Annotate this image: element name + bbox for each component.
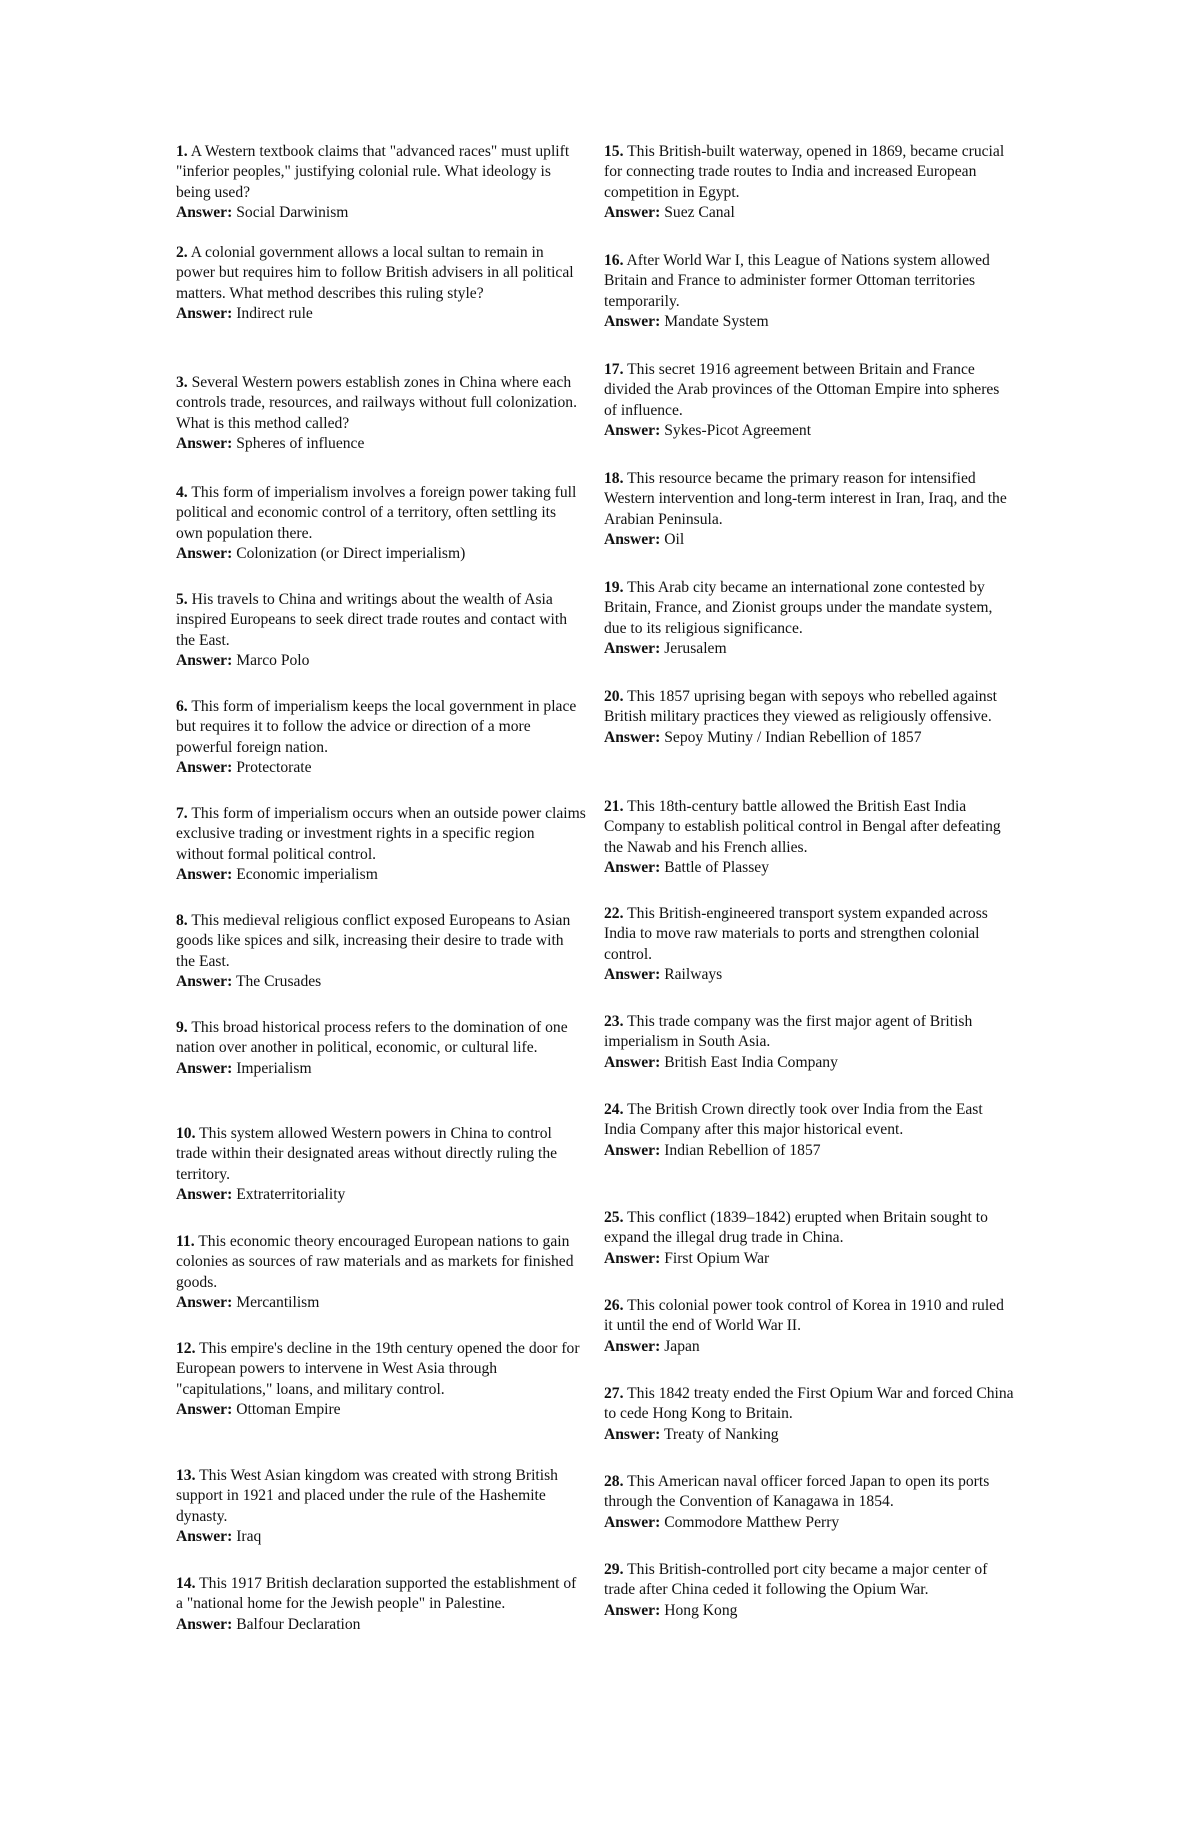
question-number: 12. [176,1340,196,1357]
question-number: 14. [176,1575,196,1592]
question-number: 9. [176,1019,188,1036]
question-text: This Arab city became an international zone contested by Britain, France, and Zionist groups under the mandate system, due to its religious significance. [604,579,993,637]
answer-text: Mercantilism [236,1294,320,1312]
question-item [176,243,586,325]
answer-text: Protectorate [236,759,312,777]
answer-line [604,728,1014,748]
question-item [604,578,1014,660]
question-item [604,1296,1014,1357]
question-text: This secret 1916 agreement between Britain and France divided the Arab provinces of the Ottoman Empire into spheres of influence. [604,361,1000,419]
question-text: This form of imperialism occurs when an outside power claims exclusive trading or investment rights in a specific region without formal political control. [176,805,586,863]
question-text: This 1917 British declaration supported the establishment of a "national home for the Jewish people" in Palestine. [176,1575,577,1613]
answer-label: Answer: [604,1513,661,1531]
question-item [176,483,586,565]
question-item [176,697,586,779]
question-text: This 1857 uprising began with sepoys who rebelled against British military practices they viewed as religiously offensive. [604,688,997,726]
answer-line [604,530,1014,550]
answer-line [176,1059,586,1079]
question-text: This empire's decline in the 19th century opened the door for European powers to intervene in West Asia through "capitulations," loans, and military control. [176,1340,580,1398]
question-item [604,1384,1014,1445]
answer-line [176,1527,586,1547]
answer-line [176,434,586,454]
question-text: This trade company was the first major agent of British imperialism in South Asia. [604,1013,973,1051]
question-number: 16. [604,252,624,269]
question-item [176,1124,586,1206]
answer-text: Spheres of influence [236,435,365,453]
answer-line [604,1141,1014,1161]
answer-text: British East India Company [664,1053,838,1071]
answer-line [176,304,586,324]
answer-line [176,1400,586,1420]
question-number: 13. [176,1467,196,1484]
question-number: 4. [176,484,188,501]
answer-line [176,544,586,564]
answer-label: Answer: [176,652,233,670]
question-item [176,1574,586,1635]
question-number: 21. [604,798,624,815]
question-text: This British-controlled port city became a major center of trade after China ceded it following the Opium War. [604,1561,988,1599]
answer-label: Answer: [604,1601,661,1619]
answer-label: Answer: [176,1615,233,1633]
answer-line [176,1615,586,1635]
answer-label: Answer: [176,545,233,563]
question-item [176,911,586,993]
question-item [176,1232,586,1314]
answer-line [604,1249,1014,1269]
answer-text: Indian Rebellion of 1857 [664,1141,821,1159]
question-text: This West Asian kingdom was created with strong British support in 1921 and placed under the rule of the Hashemite dynasty. [176,1467,558,1525]
answer-text: The Crusades [235,973,322,991]
question-item [176,373,586,455]
answer-line [176,972,586,992]
question-number: 26. [604,1297,624,1314]
question-text: His travels to China and writings about the wealth of Asia inspired Europeans to seek direct trade routes and contact with the East. [176,591,568,649]
question-item [604,142,1014,224]
answer-text: Suez Canal [664,204,735,222]
answer-label: Answer: [604,204,661,222]
answer-text: Colonization (or Direct imperialism) [236,545,466,563]
question-item [604,904,1014,986]
question-item [176,1466,586,1548]
answer-text: Economic imperialism [236,866,378,884]
answer-label: Answer: [604,1249,661,1267]
question-number: 15. [604,143,624,160]
question-text: This medieval religious conflict exposed Europeans to Asian goods like spices and silk, increasing their desire to trade with the East. [176,912,571,970]
answer-text: Social Darwinism [236,204,349,222]
question-item [176,590,586,672]
question-item [604,469,1014,551]
answer-label: Answer: [604,1337,661,1355]
question-text: This economic theory encouraged European nations to gain colonies as sources of raw materials and as markets for finished goods. [176,1233,574,1291]
answer-text: Ottoman Empire [236,1401,341,1419]
question-text: This form of imperialism keeps the local government in place but requires it to follow the advice or direction of a more powerful foreign nation. [176,698,577,756]
question-number: 28. [604,1473,624,1490]
answer-line [604,965,1014,985]
question-text: Several Western powers establish zones in China where each controls trade, resources, and railways without full colonization. What is this method called? [176,374,577,432]
answer-label: Answer: [604,1425,661,1443]
answer-label: Answer: [176,1186,233,1204]
answer-text: Sepoy Mutiny / Indian Rebellion of 1857 [664,728,922,746]
question-item [604,797,1014,879]
question-text: This 1842 treaty ended the First Opium War and forced China to cede Hong Kong to Britain. [604,1385,1014,1423]
question-text: This form of imperialism involves a foreign power taking full political and economic control of a territory, often settling its own population there. [176,484,577,542]
question-item [604,251,1014,333]
question-number: 7. [176,805,188,822]
answer-label: Answer: [176,1528,233,1546]
answer-label: Answer: [176,866,233,884]
question-number: 8. [176,912,188,929]
question-number: 23. [604,1013,624,1030]
answer-text: Imperialism [236,1059,312,1077]
question-text: This colonial power took control of Korea in 1910 and ruled it until the end of World War II. [604,1297,1004,1335]
answer-label: Answer: [604,531,661,549]
answer-label: Answer: [604,640,661,658]
answer-label: Answer: [176,1059,233,1077]
answer-text: Railways [664,966,723,984]
question-item [176,1339,586,1421]
answer-text: Iraq [236,1528,262,1546]
question-item [604,1208,1014,1269]
question-number: 2. [176,244,188,261]
question-text: A Western textbook claims that "advanced races" must uplift "inferior peoples," justifying colonial rule. What ideology is being used? [176,143,570,201]
answer-line [176,758,586,778]
answer-label: Answer: [176,973,233,991]
question-number: 10. [176,1125,196,1142]
question-item [176,804,586,886]
answer-text: Battle of Plassey [664,859,770,877]
answer-text: Marco Polo [236,652,310,670]
question-number: 5. [176,591,188,608]
answer-text: Sykes-Picot Agreement [664,422,812,440]
question-text: After World War I, this League of Nations system allowed Britain and France to administer former Ottoman territories temporarily. [604,252,990,310]
answer-line [604,421,1014,441]
answer-text: Mandate System [664,313,769,331]
answer-line [604,1425,1014,1445]
answer-line [604,639,1014,659]
question-number: 18. [604,470,624,487]
question-item [604,360,1014,442]
question-text: This British-built waterway, opened in 1869, became crucial for connecting trade routes to India and increased European competition in Egypt. [604,143,1005,201]
question-number: 20. [604,688,624,705]
answer-line [604,1601,1014,1621]
question-item [604,1100,1014,1161]
question-text: This conflict (1839–1842) erupted when Britain sought to expand the illegal drug trade in China. [604,1209,988,1247]
answer-text: Balfour Declaration [236,1615,361,1633]
answer-text: Commodore Matthew Perry [664,1513,840,1531]
answer-label: Answer: [176,305,233,323]
question-number: 27. [604,1385,624,1402]
question-text: This 18th-century battle allowed the British East India Company to establish political control in Bengal after defeating the Nawab and his French allies. [604,798,1001,856]
answer-label: Answer: [176,435,233,453]
answer-text: Extraterritoriality [236,1186,346,1204]
answer-text: Jerusalem [664,640,727,658]
answer-label: Answer: [604,966,661,984]
answer-text: Hong Kong [664,1601,738,1619]
answer-text: Indirect rule [236,305,313,323]
answer-label: Answer: [604,859,661,877]
answer-text: Oil [664,531,685,549]
answer-label: Answer: [604,1141,661,1159]
answer-line [604,1337,1014,1357]
answer-line [604,1053,1014,1073]
question-number: 17. [604,361,624,378]
question-number: 25. [604,1209,624,1226]
answer-text: First Opium War [664,1249,770,1267]
question-text: This British-engineered transport system expanded across India to move raw materials to ports and strengthen colonial control. [604,905,988,963]
question-number: 6. [176,698,188,715]
question-item [604,1472,1014,1533]
answer-text: Japan [664,1337,700,1355]
answer-label: Answer: [176,759,233,777]
question-number: 3. [176,374,188,391]
answer-line [176,1293,586,1313]
question-text: This American naval officer forced Japan to open its ports through the Convention of Kanagawa in 1854. [604,1473,990,1511]
question-number: 11. [176,1233,195,1250]
question-item [604,687,1014,748]
question-number: 22. [604,905,624,922]
answer-line [604,203,1014,223]
question-item [604,1560,1014,1621]
answer-line [604,312,1014,332]
question-number: 29. [604,1561,624,1578]
question-text: The British Crown directly took over India from the East India Company after this major historical event. [604,1101,983,1139]
answer-line [176,203,586,223]
answer-line [176,865,586,885]
question-text: This broad historical process refers to the domination of one nation over another in political, economic, or cultural life. [176,1019,568,1057]
answer-label: Answer: [176,1294,233,1312]
answer-line [604,858,1014,878]
answer-line [604,1513,1014,1533]
answer-line [176,1185,586,1205]
answer-label: Answer: [604,1053,661,1071]
question-number: 19. [604,579,624,596]
question-number: 1. [176,143,188,160]
question-number: 24. [604,1101,624,1118]
question-text: This resource became the primary reason for intensified Western intervention and long-term interest in Iran, Iraq, and the Arabian Peninsula. [604,470,1007,528]
question-item [604,1012,1014,1073]
answer-label: Answer: [176,204,233,222]
question-text: This system allowed Western powers in China to control trade within their designated areas without directly ruling the territory. [176,1125,558,1183]
answer-label: Answer: [176,1401,233,1419]
answer-label: Answer: [604,728,661,746]
question-text: A colonial government allows a local sultan to remain in power but requires him to follow British advisers in all political matters. What method describes this ruling style? [176,244,574,302]
answer-label: Answer: [604,422,661,440]
answer-line [176,651,586,671]
answer-text: Treaty of Nanking [663,1425,779,1443]
answer-label: Answer: [604,313,661,331]
question-item [176,142,586,224]
question-item [176,1018,586,1079]
